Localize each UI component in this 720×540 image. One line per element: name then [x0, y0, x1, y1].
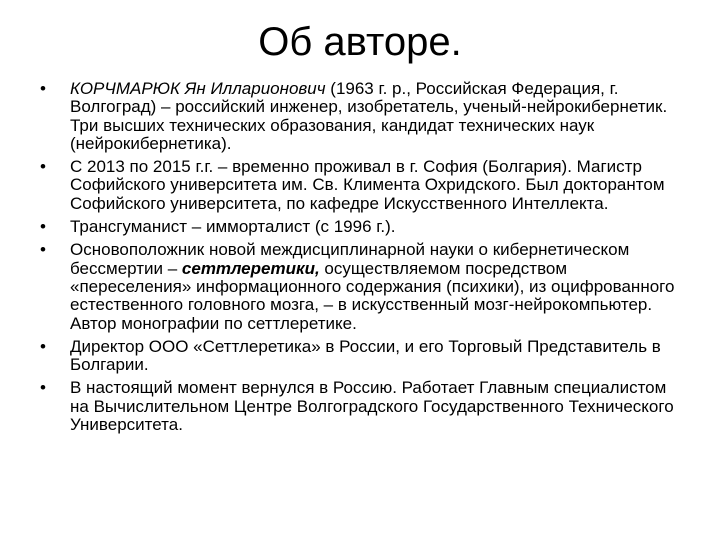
- bullet-item-sofia: [40, 158, 680, 213]
- bullet-icon: •: [40, 217, 46, 237]
- bullet-icon: •: [40, 336, 46, 356]
- bullet-text-continued: осуществляемом посредством «переселения» информационного содержания (психики), из оцифрованного естественного головного мозга, – в искусственный мозг-нейрокомпьютер. Автор монографии по сеттлеретике.: [70, 258, 675, 333]
- bullet-item-transhumanist: [40, 218, 680, 236]
- bullet-text: В настоящий момент вернулся в Россию. Работает Главным специалистом на Вычислительном Центре Волгоградского Государственного Технического Университета.: [70, 378, 674, 435]
- bullet-text: (1963 г. р., Российская Федерация, г. Волгоград) – российский инженер, изобретатель, ученый-нейрокибернетик. Три высших технических образования, кандидат технических наук (нейрокибернетика).: [70, 79, 668, 153]
- bullet-item-current: [40, 379, 680, 434]
- bullet-text: С 2013 по 2015 г.г. – временно проживал в г. София (Болгария). Магистр Софийского университета им. Св. Климента Охридского. Был докторантом Софийского университета, по кафедре Искусственного Интеллекта.: [70, 157, 665, 213]
- author-name: КОРЧМАРЮК Ян Илларионович: [70, 79, 326, 98]
- bullet-icon: •: [40, 378, 46, 398]
- bullet-text: Основоположник новой междисциплинарной науки о кибернетическом бессмертии –: [70, 240, 630, 278]
- bullet-text: Директор ООО «Сеттлеретика» в России, и его Торговый Представитель в Болгарии.: [70, 336, 661, 375]
- bullet-item-director: [40, 338, 680, 375]
- bullet-item-founder: [40, 241, 680, 332]
- bullet-icon: •: [40, 240, 46, 260]
- bullet-icon: •: [40, 157, 46, 177]
- bullet-icon: •: [40, 79, 46, 98]
- bullet-text: Трансгуманист – имморталист (с 1996 г.).: [70, 217, 396, 237]
- bullet-item-author: [40, 80, 680, 153]
- settleretics-term: сеттлеретики,: [181, 258, 320, 278]
- bullet-list: [40, 80, 680, 439]
- slide-title: Об авторе.: [258, 20, 462, 64]
